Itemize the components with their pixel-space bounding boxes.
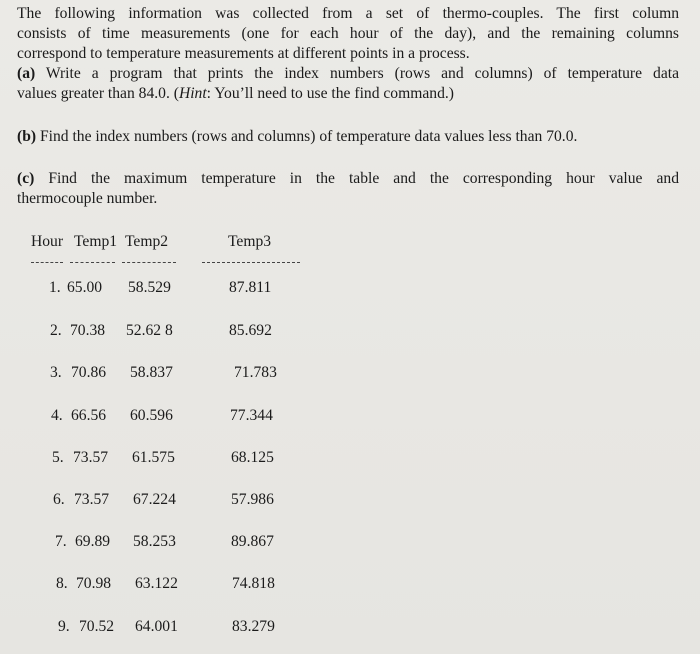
table-cell-temp3: 85.692 [229,322,272,339]
part-a-text-1: Write a program that prints the index numbers (rows and columns) of temperature data [45,65,679,82]
table-cell-temp2: 58.529 [128,279,171,296]
header-rule-hour [31,262,63,263]
table-cell-hour: 6. [53,491,65,508]
table-cell-temp3: 74.818 [232,575,275,592]
part-b [17,128,577,146]
part-c-line-1 [17,169,679,189]
table-cell-temp2: 58.253 [133,533,176,550]
table-cell-temp3: 71.783 [234,364,277,381]
table-cell-temp3: 57.986 [231,491,274,508]
table-cell-temp2: 67.224 [133,491,176,508]
table-cell-temp3: 87.811 [229,279,272,296]
part-c [17,169,679,209]
table-cell-hour: 4. [51,407,63,424]
table-cell-temp1: 70.98 [76,575,112,592]
table-cell-temp1: 73.57 [74,491,110,508]
part-a-text-2: values greater than 84.0. ( [17,85,179,102]
header-rule-temp1 [70,262,115,263]
table-cell-temp2: 61.575 [132,449,175,466]
table-cell-temp1: 65.00 [67,279,103,296]
intro-line-3: correspond to temperature measurements at different points in a process. [17,45,470,62]
header-rule-temp2 [122,262,176,263]
part-b-text: Find the index numbers (rows and columns) of temperature data values less than 70.0. [39,128,578,145]
table-cell-temp2: 52.62 8 [126,322,173,339]
table-cell-hour: 5. [52,449,64,466]
table-cell-temp1: 70.86 [71,364,107,381]
table-cell-temp2: 64.001 [135,618,178,635]
table-cell-hour: 8. [56,575,68,592]
header-hour: Hour [31,233,64,250]
table-cell-temp3: 77.344 [230,407,273,424]
table-cell-temp1: 69.89 [75,533,111,550]
table-cell-hour: 3. [50,364,62,381]
table-cell-hour: 1. [49,279,61,296]
part-a-hint-word: Hint [178,85,207,102]
table-cell-temp3: 68.125 [231,449,274,466]
table-cell-hour: 7. [55,533,67,550]
part-a-line-1 [17,64,679,84]
table-cell-temp1: 70.38 [70,322,106,339]
intro-line-2: consists of time measurements (one for each hour of the day), and the remaining columns [17,25,679,42]
table-cell-temp2: 58.837 [130,364,173,381]
table-cell-hour: 9. [58,618,70,635]
header-temp2: Temp2 [125,233,169,250]
part-c-text-2: thermocouple number. [17,190,158,207]
part-c-label: (c) [17,170,35,187]
table-cell-temp3: 89.867 [231,533,274,550]
part-a-line-2 [17,84,679,104]
table-cell-temp1: 73.57 [73,449,109,466]
intro-line-1: The following information was collected from a set of thermo-couples. The first column [17,5,679,22]
part-a-label: (a) [17,65,36,82]
part-a-hint-text: : You’ll need to use the find command.) [206,85,454,102]
part-c-text-1: Find the maximum temperature in the table and the corresponding hour value and [48,170,680,187]
problem-intro [17,4,679,104]
header-rule-temp3 [202,262,300,263]
table-cell-temp3: 83.279 [232,618,275,635]
table-cell-hour: 2. [50,322,62,339]
header-temp1: Temp1 [74,233,118,250]
header-temp3: Temp3 [228,233,272,250]
part-b-label: (b) [17,128,37,145]
table-cell-temp2: 63.122 [135,575,178,592]
table-cell-temp2: 60.596 [130,407,173,424]
table-cell-temp1: 66.56 [71,407,107,424]
table-cell-temp1: 70.52 [79,618,115,635]
